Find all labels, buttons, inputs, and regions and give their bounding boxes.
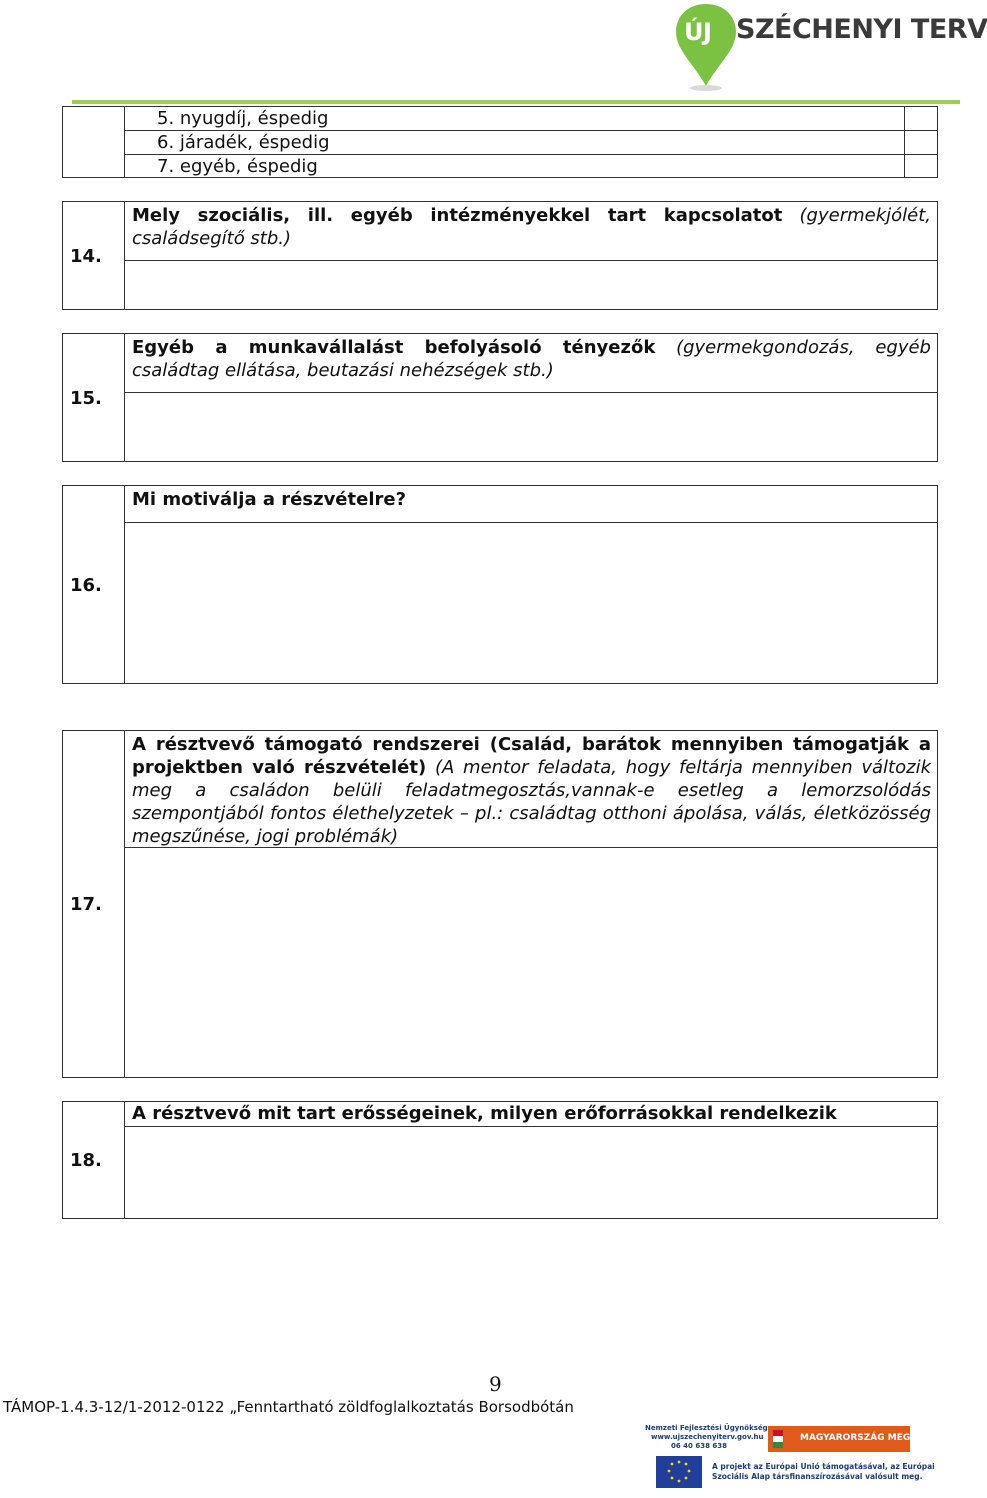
question-16 (62, 485, 938, 684)
project-reference: TÁMOP-1.4.3-12/1-2012-0122 „Fenntartható zöldfoglalkoztatás Borsodbótán (3, 1398, 574, 1416)
question-bold: Mi motiválja a részvételre? (132, 489, 407, 510)
question-number: 18. (62, 1101, 124, 1219)
answer-area[interactable] (125, 523, 937, 683)
row-number-cell (62, 106, 124, 178)
question-text (125, 486, 937, 523)
list-item-label: 7. egyéb, éspedig (157, 156, 318, 177)
list-item (125, 155, 937, 179)
question-bold: Egyéb a munkavállalást befolyásoló tényezők (132, 337, 656, 358)
question-content (124, 201, 938, 310)
page-number: 9 (489, 1372, 502, 1396)
header-divider (72, 100, 960, 104)
question-18 (62, 1101, 938, 1219)
question-17 (62, 730, 938, 1078)
question-bold: Mely szociális, ill. egyéb intézményekkel tart kapcsolatot (132, 205, 783, 226)
question-text (125, 334, 937, 393)
question-text (125, 1102, 937, 1127)
question-text (125, 731, 937, 848)
list-item (125, 107, 937, 131)
logo-main: SZÉCHENYI TERV (736, 14, 987, 45)
list-item-label: 6. járadék, éspedig (157, 132, 330, 153)
logo-text (684, 14, 987, 46)
question-number: 16. (62, 485, 124, 684)
block-13-continuation (62, 106, 938, 178)
agency-info: Nemzeti Fejlesztési Ügynökség www.ujszechenyiterv.gov.hu 06 40 638 638 (645, 1424, 768, 1450)
question-text (125, 202, 937, 261)
question-italic: (A mentor feladata, hogy feltárja mennyiben változik meg a családon belüli feladatmegosztás,vannak-e esetleg a lemorzsolódás szempontjából fontos élethelyzetek – pl.: családtag otthoni ápolása, válás, életközösség megszűnése, jogi problémák) (132, 757, 931, 847)
question-bold: A résztvevő mit tart erősségeinek, milyen erőforrásokkal rendelkezik (132, 1103, 837, 1124)
question-content (124, 1101, 938, 1219)
answer-area[interactable] (125, 261, 937, 309)
question-15 (62, 333, 938, 462)
answer-box[interactable] (904, 131, 937, 154)
answer-area[interactable] (125, 393, 937, 461)
logo-prefix: ÚJ (684, 18, 712, 46)
eu-funding-text: A projekt az Európai Unió támogatásával, az Európai Szociális Alap társfinanszírozásával valósult meg. (712, 1462, 935, 1481)
question-bold: A résztvevő támogató rendszerei (Család, barátok mennyiben támogatják a projektben való részvételét) (132, 734, 931, 778)
answer-box[interactable] (904, 155, 937, 177)
question-14 (62, 201, 938, 310)
question-number: 17. (62, 730, 124, 1078)
hungary-badge: MAGYARORSZÁG MEGÚJUL (800, 1433, 934, 1443)
question-number: 14. (62, 201, 124, 310)
answer-box[interactable] (904, 107, 937, 130)
answer-area[interactable] (125, 1127, 937, 1218)
answer-area[interactable] (125, 848, 937, 1077)
list-item (125, 131, 937, 155)
question-content (124, 730, 938, 1078)
row-content (124, 106, 938, 178)
list-item-label: 5. nyugdíj, éspedig (157, 108, 329, 129)
question-italic: (gyermekjólét, családsegítő stb.) (132, 205, 931, 249)
question-italic: (gyermekgondozás, egyéb családtag ellátása, beutazási nehézségek stb.) (132, 337, 931, 381)
question-content (124, 485, 938, 684)
question-number: 15. (62, 333, 124, 462)
question-content (124, 333, 938, 462)
